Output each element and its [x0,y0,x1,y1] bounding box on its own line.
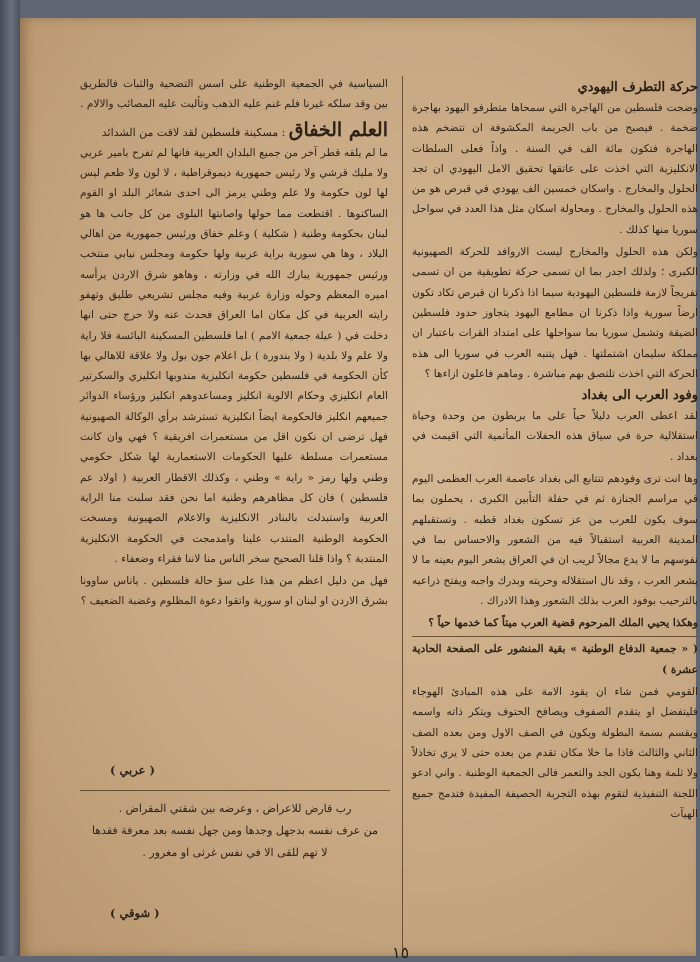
document-page [20,18,698,962]
right-column [412,78,698,826]
signature-shawqi: ( شوقي ) [110,906,160,920]
paragraph: لقد اعطى العرب دليلاً حياً على ما يربطون من وحدة وحياة استقلالية حرة في سياق هذه الحفلات المأتمية التي اقيمت في بغداد . [412,410,698,463]
paragraph: ولكن هذه الحلول والمخارج ليست الاروافد للحركة الصهيونية الكبرى ؛ ولذلك اجدر بما ان تسمى حركة تطويقية من ان تسمى تفريجاً لازمة فلسطين اليهودية سيما اذا ذكرنا ان قبرص تكاد تكون ارضاً سورية واذا ذكرنا ان مطامع اليهود يتجاوز حدود فلسطين الضيقة وتشمل سوريا بما سواحلها على امتداد القرات باعتبار ان مملكة سليمان اشتملتها . فهل يتنبه العرب في سوريا الى هذه الحركة التي اخذت تلتصق بهم مباشرة . وماهم فاعلون ازاءها ؟ [412,246,698,380]
book-binding [0,0,20,956]
paragraph: وضجت فلسطين من الهاجرة التي سمحاها متطرفو اليهود بهاجرة ضخمة . فيصبح من باب الجريمة المكشوفة ان تتضخم هذه الهاجرة فتكون مائة الف في السنة . واذاً فعلى السلطات الانكليزية التي اخذت على عاتقها تحقيق الامل اليهودي ان تجد الحلول والمخارج . واسكان خمسين الف يهودي في قبرص هو من هذه الحلول والمخارج . ومحاولة اسكان مثل هذا العدد في سواحل سوريا منها كذلك . [412,102,698,236]
verse-line: رب قارض للاعراض ، وعرضه بين شقتي المقراض . [118,802,352,815]
verse-block [90,798,380,864]
signature-arabi: ( عربي ) [110,763,155,777]
divider [80,790,390,791]
verse-line: لا تهم للقى الا في نفس غرثى او مغرور . [142,846,328,859]
column-divider [402,76,403,956]
verse-line: من عرف نفسه بدجهل وجدها ومن جهل نفسه بعد معرفة فقدها [91,824,379,837]
page-number: ١٥ [392,943,410,962]
paragraph: ما لم يلقه قطر آخر من جميع البلدان العربية فانها لم تفرح بامير عربي ولا مليك قرشي ولا رئيس جمهورية ديموقراطية ، لا لون ولا طعم ليس لها لون حكومة ولا علم وطني يرمز الى احدى شعائر البلد او القوم الساكنوها . اقتطعت مما حولها واصابتها البلوى من كل جانب ها هو لبنان بحكومة وطنية ( شكلية ) وعلم خفاق ورئيس جمهورية من اهالي البلاد ، وها هي سورية براية عربية ولها حكومة ومجلس نيابي منتخب ورئيس جمهورية يبارك الله في وزارته ، وهاهو شرق الاردن يرأسه اميره المعظم وحوله وزارة عربية وفيه مجلس تشريعي طليق وتهفو رايته العربية في كل مكان اما العراق فحدث عنه ولا حرج حتى انها دخلت في ( عيلة جمعية الامم ) اما فلسطين المسكينة البائسة فلا راية ولا علم ولا بلدية ( ولا بندورة ) بل اعلام جون بول ولا علاقة للاهالي بها كأن الحكومة في فلسطين حكومة انكليزية مندوبها انكليزي والسكرتير العام انكليزي وحكام الالوية انكليز ومساعدوهم انكليز ورؤساء الدوائر جميعهم انكليز فالحكومة ايضاً انكليزية تسترشد برأي الوكالة الصهيونية فهل ترضى ان نكون اقل من مستعمرات افريقية ؟ فهي وان كانت مستعمرات مسلطة عليها الحكومات الاستعمارية لها شكل حكومي وطني ولها رمز « راية » وطني ، وكذلك الاقطار العربية ( اولاد عم فلسطين ) فان كل مظاهرهم وطنية اما نحن فقد سلبت منا الراية العربية واستبدلت بالبنادر الانكليزية والاعلام الصهيونية ومسخت الحكومة الوطنية المنتدب علينا وامدمجت في الحكومة الانكليزية المنتدبة ؟ واذا قلنا الصحيح سخر الناس منا لاننا فقراء وضعفاء . [80,146,388,565]
section-title: العلم الخفاق [288,118,388,141]
article-title: حركة التطرف اليهودي [577,80,698,95]
section-heading [80,117,388,143]
paragraph: وهكذا يحيي الملك المرحوم قضية العرب ميتاً كما خدمها حياً ؟ [428,617,698,630]
continuation-note: ( « جمعية الدفاع الوطنية » بقية المنشور على الصفحة الحادية عشرة ) [412,643,698,676]
left-column [80,74,388,614]
section-subtitle: وفود العرب الى بغداد [581,388,698,404]
paragraph: القومي فمن شاء ان يقود الامة على هذه المبادئ الهوجاء فليتفضل او يتقدم الصفوف ويصافح الحتوف ويتكر ذاته واسمه ويقسم بسمة البطولة ويكون في الصف الاول ومن بعده الصف الثاني والثالث فاذا ما خلا مكان تقدم من بعده حتى لا يري تخاذلاً ولا ثلمة وهنا يكون الجد والتعمر فالى الجمعية الوطنية . واني ادعو اللجنة التنفيذية لتقوم بهذه التجربة الحصيفة المفيدة فتدمج جميع الهيآت [412,686,698,820]
paragraph: السياسية في الجمعية الوطنية على اسس التضحية والثبات فالطريق بين وقد سلكه غيرنا فلم غنم عليه الذهب وتألبت عليه المصائب والالام . [80,78,388,111]
section-title-sub: : مسكينة فلسطين لقد لاقت من الشدائد [101,125,286,139]
divider [412,636,698,637]
paragraph: فهل من دليل اعظم من هذا على سؤ حالة فلسطين . ياناس ساوونا بشرق الاردن او لبنان او سورية واتقوا دعوة المظلوم وغضبة الضعيف ؟ [80,575,388,608]
paragraph: وها انت ترى وفودهم تتتابع الى بغداد عاصمة العرب العظمى اليوم في مراسم الجنازة ثم في حفلة التأبين الكبرى ، يحملون بما سوف يكون للعرب من عز تسكون بغداد قطبه . وتستقبلهم المدينة العربية استقبالاً فيه من الشعور والاحساس بما في نفوسهم ما لا يدع مجالاً لريب ان في العراق يشعر اليوم بعينه ما لا يشعر العرب ، وقد نال استقلاله وحريته وبدرك واجبه ويفتح ذراعيه بالترحيب بوفود العرب بذلك الشعور وهذا الادراك . [412,473,698,607]
